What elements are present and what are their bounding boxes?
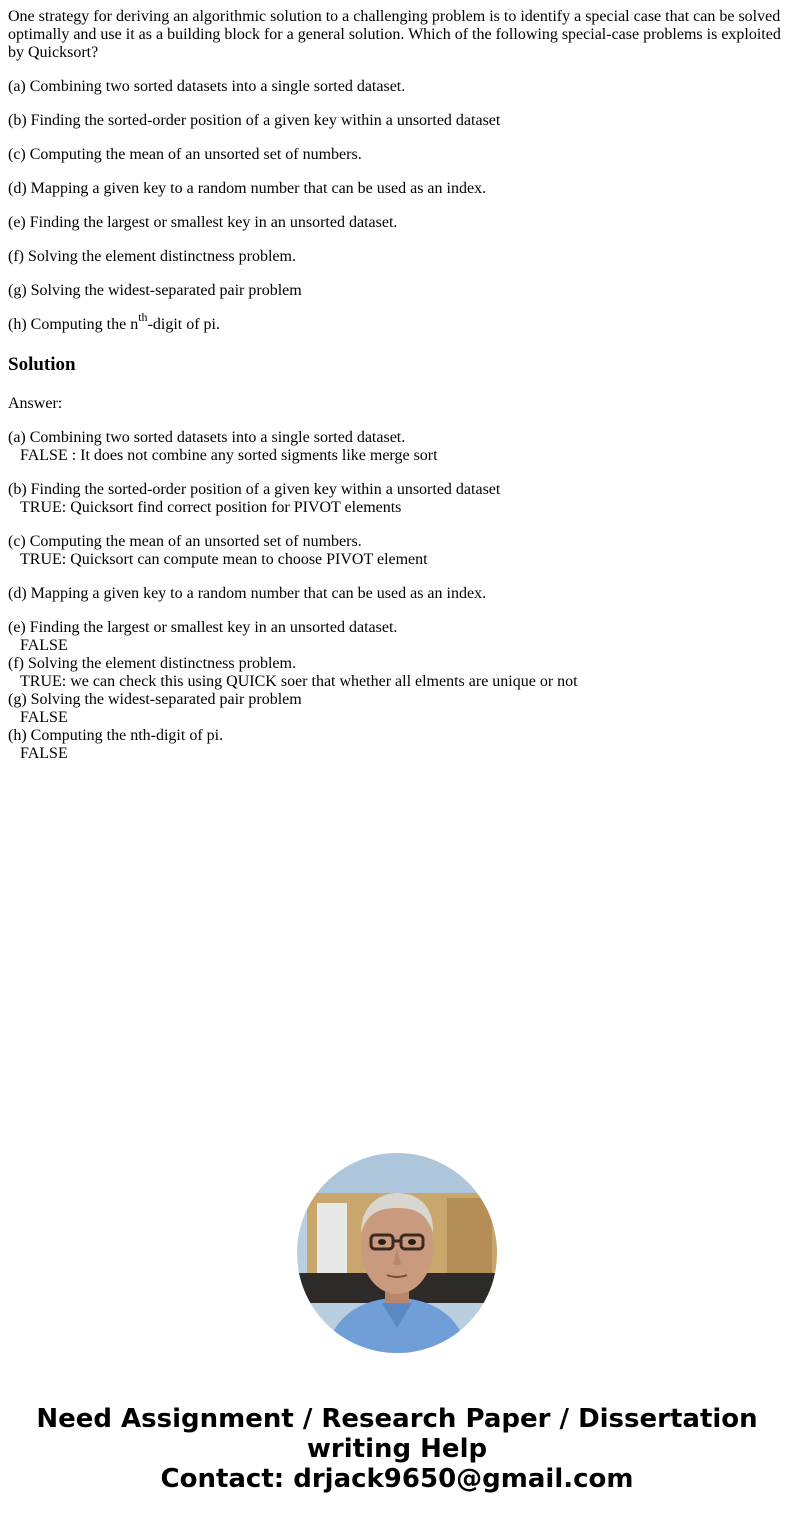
option-h-suffix: -digit of pi. [147, 316, 220, 333]
option-h [8, 309, 786, 334]
answer-question: (d) Mapping a given key to a random number that can be used as an index. [8, 585, 487, 602]
answer-verdict: TRUE: Quicksort find correct position for PIVOT elements [20, 499, 402, 516]
answer-question: (f) Solving the element distinctness problem. [8, 655, 296, 672]
answer-question: (b) Finding the sorted-order position of a given key within a unsorted dataset [8, 481, 501, 498]
option-b: (b) Finding the sorted-order position of a given key within a unsorted dataset [8, 112, 501, 129]
answer-question: (h) Computing the nth-digit of pi. [8, 727, 224, 744]
answer-verdict: FALSE [20, 709, 68, 726]
option-f: (f) Solving the element distinctness problem. [8, 248, 296, 265]
option-d: (d) Mapping a given key to a random number that can be used as an index. [8, 180, 487, 197]
promo-line-2: writing Help [306, 1434, 488, 1464]
answer-question: (a) Combining two sorted datasets into a single sorted dataset. [8, 429, 406, 446]
answer-d [8, 585, 786, 603]
solution-heading: Solution [8, 354, 76, 375]
answer-verdict: TRUE: Quicksort can compute mean to choose PIVOT element [20, 551, 428, 568]
answer-question: (g) Solving the widest-separated pair problem [8, 691, 302, 708]
answer-g [8, 691, 786, 727]
option-h-prefix: (h) Computing the n [8, 316, 139, 333]
answer-verdict: TRUE: we can check this using QUICK soer that whether all elments are unique or not [20, 673, 578, 690]
portrait-eye-left [378, 1239, 386, 1245]
answer-c [8, 533, 786, 569]
promo-line-1: Need Assignment / Research Paper / Dissertation [36, 1404, 758, 1434]
option-e: (e) Finding the largest or smallest key in an unsorted dataset. [8, 214, 398, 231]
author-portrait [297, 1153, 497, 1353]
portrait-eye-right [408, 1239, 416, 1245]
promo-contact: Contact: drjack9650@gmail.com [160, 1464, 634, 1494]
answer-f [8, 655, 786, 691]
answer-verdict: FALSE : It does not combine any sorted sigments like merge sort [20, 447, 438, 464]
answer-question: (e) Finding the largest or smallest key in an unsorted dataset. [8, 619, 398, 636]
answer-a [8, 429, 786, 465]
question-text: One strategy for deriving an algorithmic solution to a challenging problem is to identify a special case that can be solved optimally and use it as a building block for a general solution. Which of the following special-case problems is exploited by Quicksort? [8, 8, 781, 61]
document-body [8, 8, 786, 763]
option-g: (g) Solving the widest-separated pair problem [8, 282, 302, 299]
option-h-superscript: th [138, 309, 148, 324]
author-avatar [297, 1153, 497, 1353]
answer-h [8, 727, 786, 763]
option-a: (a) Combining two sorted datasets into a single sorted dataset. [8, 78, 406, 95]
answer-verdict: FALSE [20, 745, 68, 762]
answer-label: Answer: [8, 395, 63, 412]
promo-footer [0, 1404, 794, 1494]
answer-verdict: FALSE [20, 637, 68, 654]
answer-question: (c) Computing the mean of an unsorted set of numbers. [8, 533, 362, 550]
answer-b [8, 481, 786, 517]
answer-e [8, 619, 786, 655]
portrait-panel [317, 1203, 347, 1273]
option-c: (c) Computing the mean of an unsorted set of numbers. [8, 146, 362, 163]
